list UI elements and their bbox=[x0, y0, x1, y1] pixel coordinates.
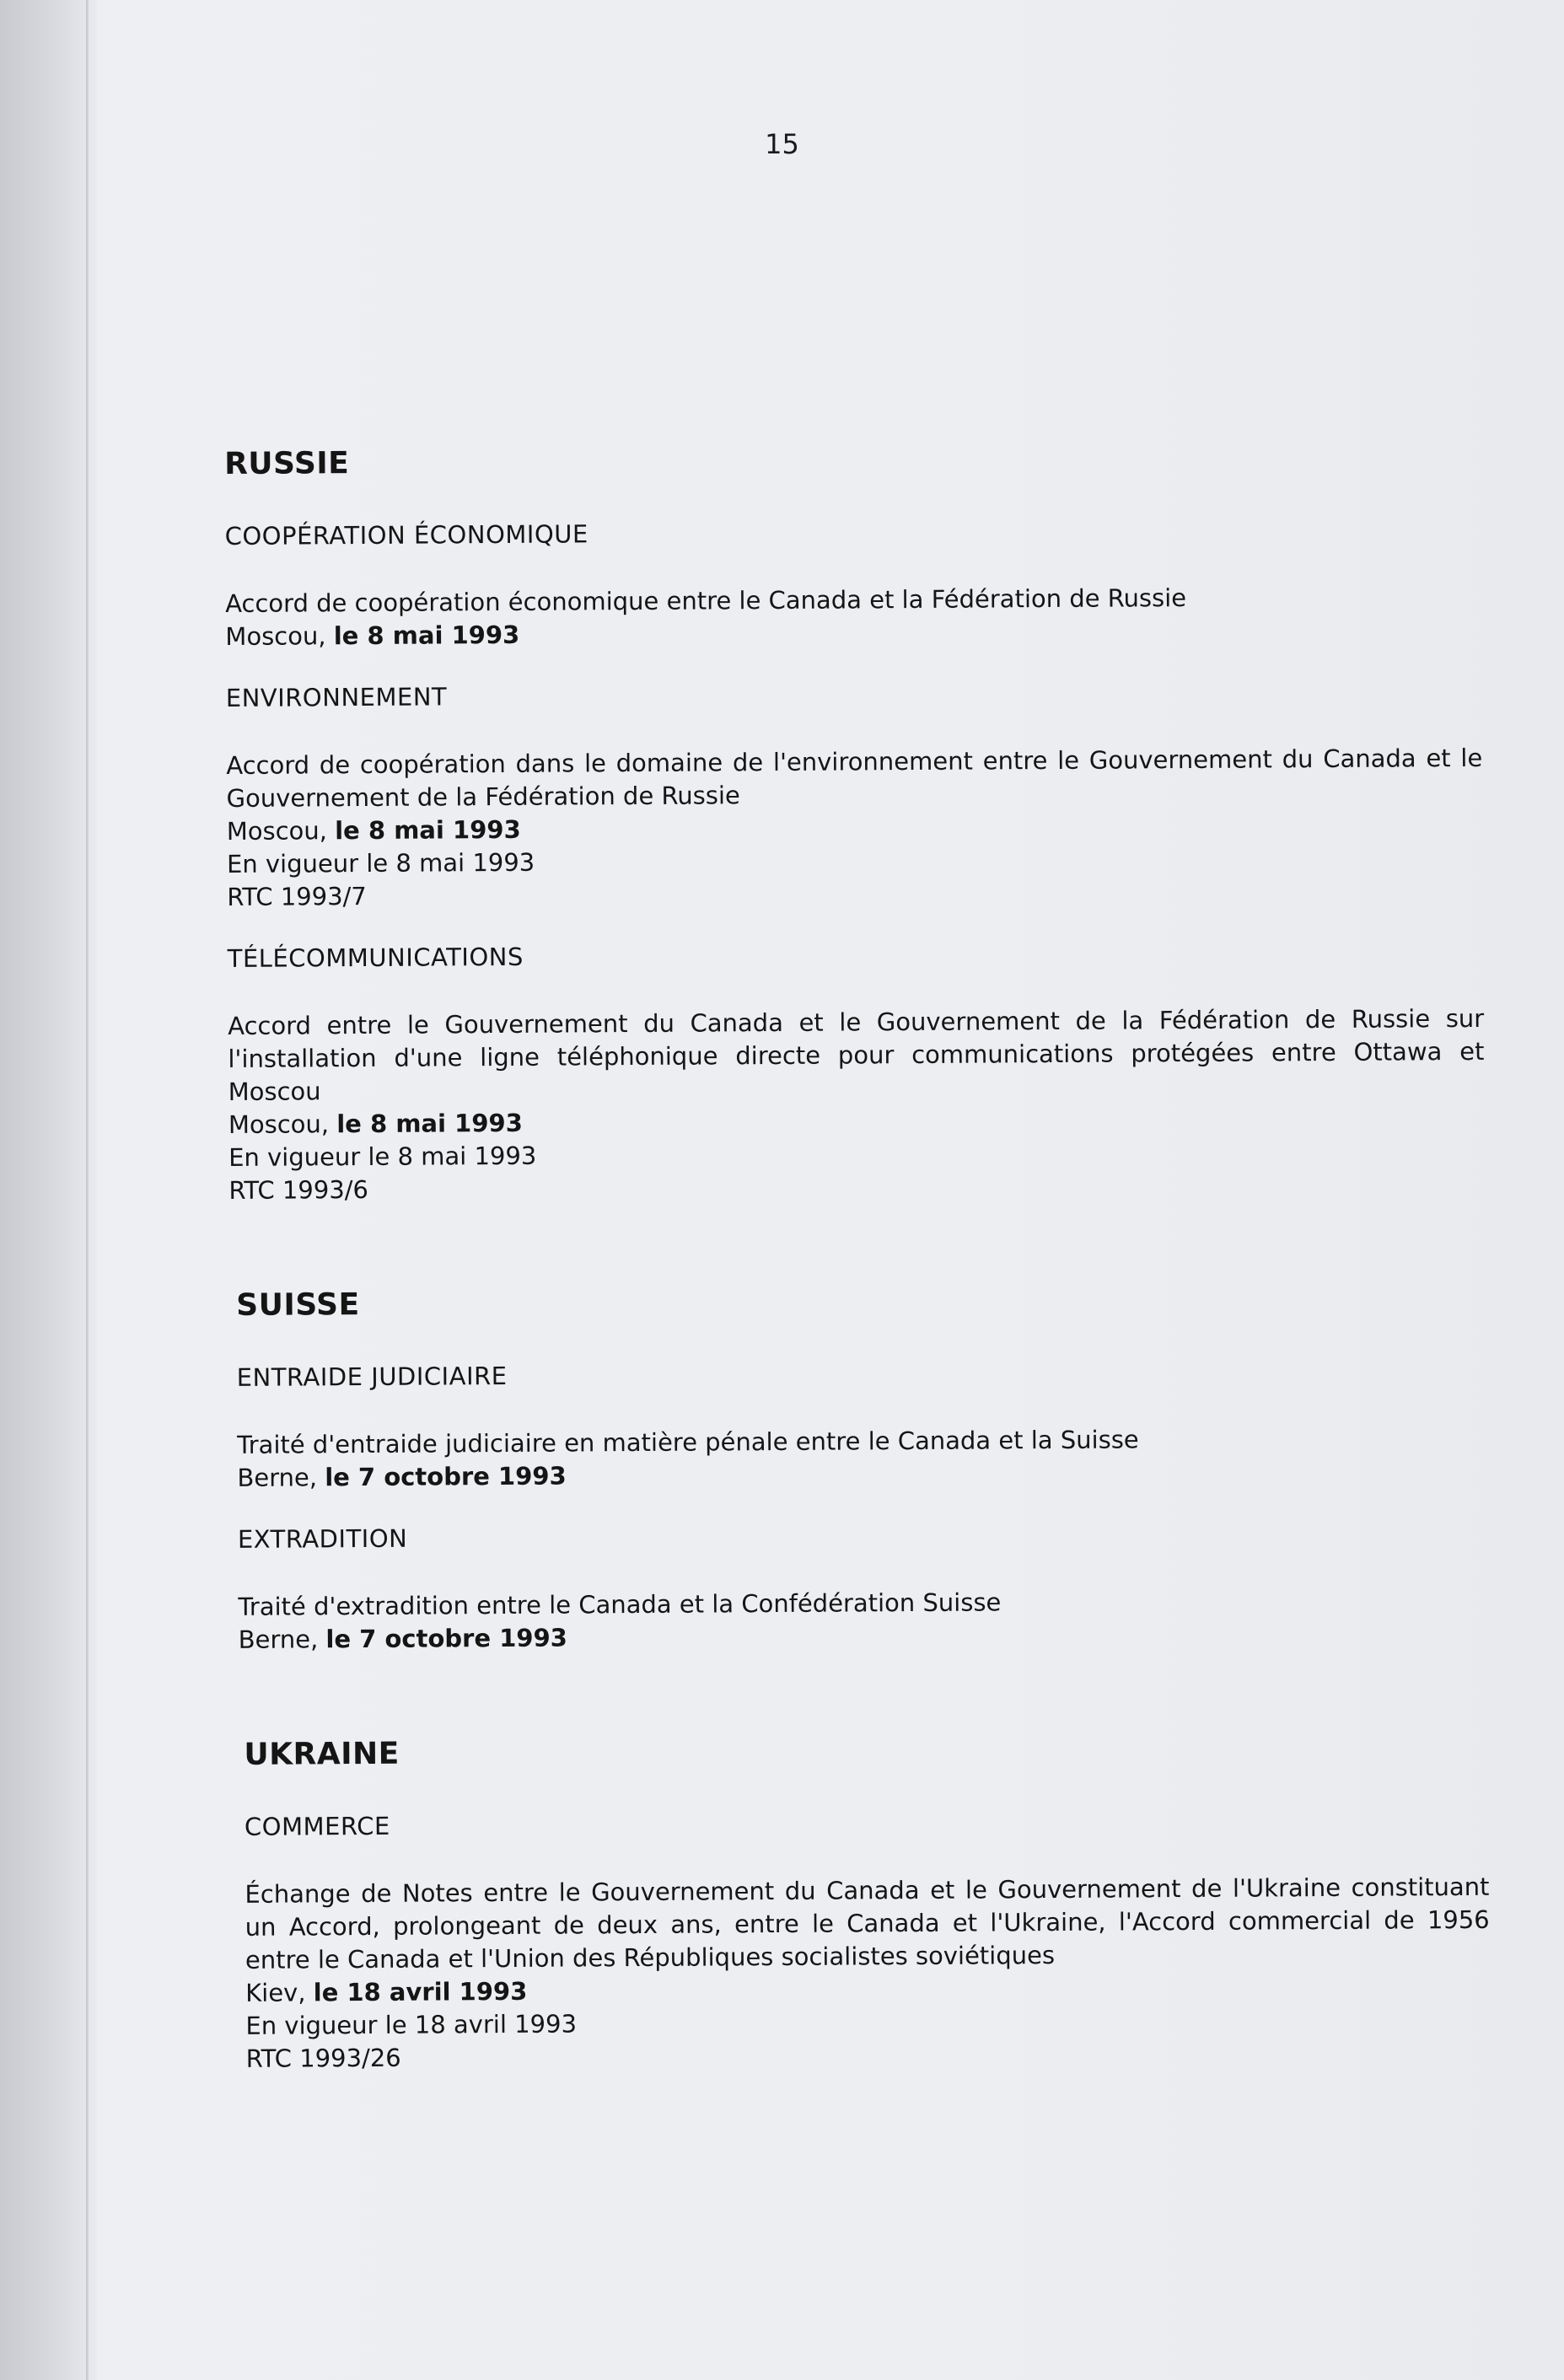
treaty-signature bbox=[239, 1616, 1488, 1657]
country-heading-suisse: SUISSE bbox=[236, 1287, 360, 1323]
binding-fold-line bbox=[86, 0, 89, 2380]
rtc-reference: RTC 1993/6 bbox=[228, 1174, 369, 1205]
signature-date: le 8 mai 1993 bbox=[333, 620, 520, 651]
treaty-title: Traité d'extradition entre le Canada et la Confédération Suisse bbox=[238, 1588, 1002, 1621]
rtc-reference: RTC 1993/7 bbox=[227, 881, 367, 911]
treaty-entry bbox=[237, 1421, 1486, 1495]
treaty-entry bbox=[238, 1583, 1487, 1657]
country-block-russie bbox=[224, 439, 1485, 1207]
section-commerce bbox=[245, 1805, 1491, 2076]
signature-place: Moscou, bbox=[225, 621, 326, 651]
section-heading: ENTRAIDE JUDICIAIRE bbox=[236, 1361, 508, 1392]
entry-into-force: En vigueur le 18 avril 1993 bbox=[245, 2009, 578, 2040]
signature-date: le 8 mai 1993 bbox=[336, 1108, 523, 1139]
section-telecommunications bbox=[228, 937, 1486, 1207]
section-cooperation-economique bbox=[225, 514, 1482, 653]
country-block-suisse bbox=[236, 1281, 1488, 1657]
treaty-entry bbox=[228, 1002, 1485, 1207]
signature-place: Berne, bbox=[238, 1625, 319, 1654]
signature-place: Moscou, bbox=[228, 1109, 330, 1139]
treaty-entry bbox=[245, 1871, 1490, 2076]
signature-place: Berne, bbox=[237, 1463, 318, 1492]
section-heading: COOPÉRATION ÉCONOMIQUE bbox=[224, 519, 589, 551]
section-entraide-judiciaire bbox=[237, 1356, 1487, 1495]
treaty-title: Accord entre le Gouvernement du Canada et le Gouvernement de la Fédération de Russie sur l'installation d'une ligne téléphonique directe pour communications protégées entre Ottawa et Moscou bbox=[228, 1003, 1485, 1106]
signature-date: le 18 avril 1993 bbox=[313, 1976, 528, 2007]
treaty-title: Accord de coopération économique entre le Canada et la Fédération de Russie bbox=[225, 583, 1187, 618]
treaty-title: Accord de coopération dans le domaine de l'environnement entre le Gouvernement du Canada et le Gouvernement de la Fédération de Russie bbox=[226, 743, 1483, 813]
treaty-title: Échange de Notes entre le Gouvernement du Canada et le Gouvernement de l'Ukraine constituant un Accord, prolongeant de deux ans, entre le Canada et l'Ukraine, l'Accord commercial de 1956 entre le Canada et l'Union des Républiques socialistes soviétiques bbox=[245, 1872, 1490, 1974]
signature-date: le 7 octobre 1993 bbox=[325, 1623, 567, 1654]
section-heading: EXTRADITION bbox=[237, 1523, 408, 1554]
signature-date: le 7 octobre 1993 bbox=[325, 1461, 567, 1492]
treaty-signature bbox=[225, 613, 1481, 653]
section-environnement bbox=[226, 676, 1484, 914]
country-heading-ukraine: UKRAINE bbox=[244, 1736, 400, 1772]
page-binding-edge bbox=[0, 0, 97, 2380]
signature-place: Kiev, bbox=[245, 1978, 306, 2007]
treaty-signature bbox=[237, 1454, 1486, 1495]
entry-into-force: En vigueur le 8 mai 1993 bbox=[226, 847, 535, 878]
section-extradition bbox=[238, 1518, 1488, 1657]
signature-date: le 8 mai 1993 bbox=[335, 814, 521, 846]
country-heading-russie: RUSSIE bbox=[224, 446, 350, 481]
treaty-entry bbox=[226, 742, 1483, 914]
section-heading: ENVIRONNEMENT bbox=[225, 682, 448, 712]
signature-place: Moscou, bbox=[226, 816, 328, 846]
page-number: 15 bbox=[765, 128, 799, 160]
section-heading: TÉLÉCOMMUNICATIONS bbox=[227, 942, 524, 973]
treaty-entry bbox=[225, 580, 1481, 653]
treaty-list bbox=[224, 439, 1491, 2157]
country-block-ukraine bbox=[244, 1730, 1490, 2076]
treaty-title: Traité d'entraide judiciaire en matière pénale entre le Canada et la Suisse bbox=[237, 1425, 1139, 1459]
entry-into-force: En vigueur le 8 mai 1993 bbox=[228, 1141, 537, 1172]
section-heading: COMMERCE bbox=[244, 1811, 390, 1841]
rtc-reference: RTC 1993/26 bbox=[245, 2043, 401, 2073]
